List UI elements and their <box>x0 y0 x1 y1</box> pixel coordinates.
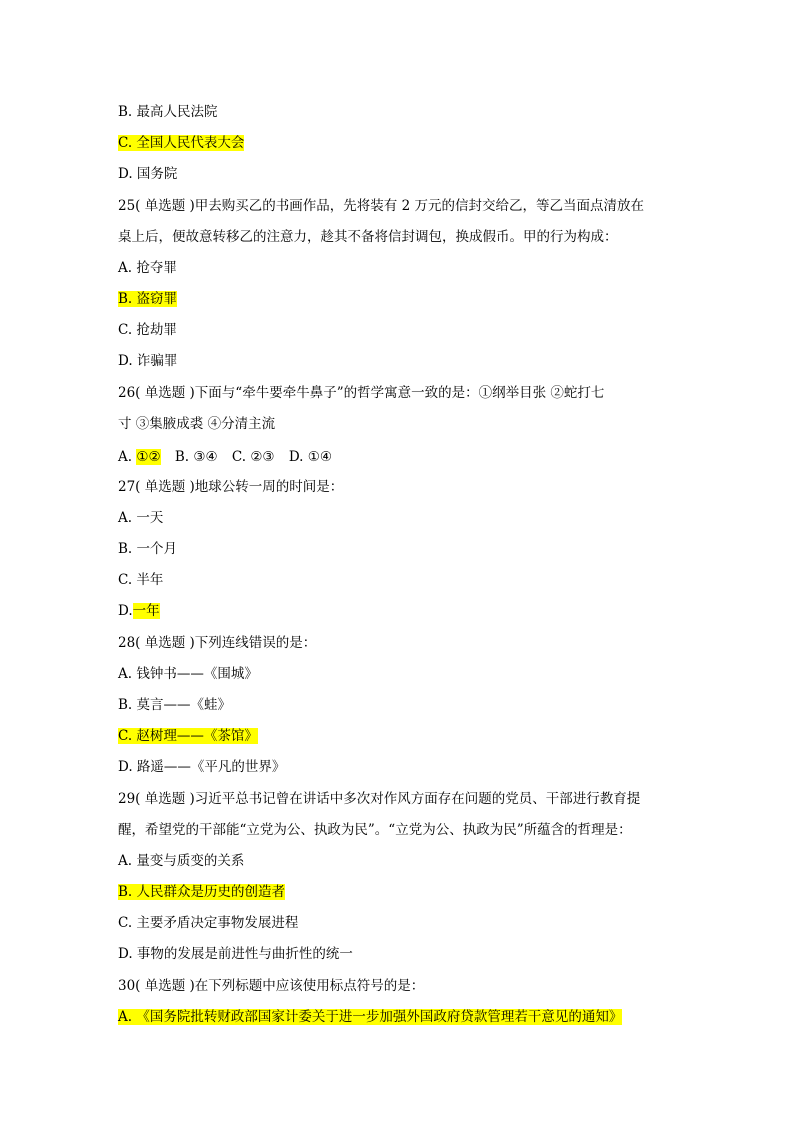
question-stem-continued <box>118 414 676 434</box>
answer-highlight: C. 赵树理——《茶馆》 <box>118 728 258 744</box>
option-line-answer <box>118 133 676 153</box>
option-text: D. 路遥——《平凡的世界》 <box>118 759 286 775</box>
option-line-answer <box>118 601 676 621</box>
option-text: B. 最高人民法院 <box>118 104 218 120</box>
question-stem <box>118 196 676 216</box>
option-letter: B. <box>174 449 190 465</box>
option-line-answer <box>118 1007 676 1027</box>
option-line <box>118 944 676 964</box>
question-stem <box>118 477 676 497</box>
option-line <box>118 757 676 777</box>
question-text: 26( 单选题 )下面与“牵牛要牵牛鼻子”的哲学寓意一致的是：①纲举目张 ②蛇打七 <box>118 385 605 401</box>
option-line <box>118 164 676 184</box>
question-text: 25( 单选题 )甲去购买乙的书画作品，先将装有 2 万元的信封交给乙，等乙当面点清放在 <box>118 198 644 214</box>
option-line-answer <box>118 882 676 902</box>
option-text: B. 莫言——《蛙》 <box>118 697 232 713</box>
option-line <box>118 664 676 684</box>
question-text: 醒，希望党的干部能“立党为公、执政为民”。“立党为公、执政为民”所蕴含的哲理是： <box>118 822 632 838</box>
option-text: D. 国务院 <box>118 166 178 182</box>
question-text: 30( 单选题 )在下列标题中应该使用标点符号的是： <box>118 978 425 994</box>
option-text: ②③ <box>250 449 275 465</box>
option-line <box>118 913 676 933</box>
option-line <box>118 570 676 590</box>
option-line-answer <box>118 289 676 309</box>
option-line-answer <box>118 726 676 746</box>
option-letter: D. <box>118 603 133 619</box>
answer-highlight: ①② <box>136 449 161 465</box>
question-stem <box>118 789 676 809</box>
question-stem <box>118 633 676 653</box>
option-text: C. 半年 <box>118 572 164 588</box>
option-text: D. 诈骗罪 <box>118 353 178 369</box>
option-text: C. 主要矛盾决定事物发展进程 <box>118 915 299 931</box>
option-letter: C. <box>231 449 247 465</box>
option-text: ①④ <box>307 449 332 465</box>
option-line <box>118 102 676 122</box>
question-text: 29( 单选题 )习近平总书记曾在讲话中多次对作风方面存在问题的党员、干部进行教育提 <box>118 791 641 807</box>
option-line <box>118 539 676 559</box>
option-text: A. 钱钟书——《围城》 <box>118 666 258 682</box>
answer-highlight: C. 全国人民代表大会 <box>118 135 245 151</box>
option-text: A. 抢夺罪 <box>118 260 177 276</box>
option-text: B. 一个月 <box>118 541 178 557</box>
question-text: 28( 单选题 )下列连线错误的是： <box>118 635 317 651</box>
answer-highlight: B. 盗窃罪 <box>118 291 178 307</box>
option-line <box>118 851 676 871</box>
option-text: C. 抢劫罪 <box>118 322 177 338</box>
option-text: A. 一天 <box>118 510 164 526</box>
question-stem <box>118 976 676 996</box>
option-text: D. 事物的发展是前进性与曲折性的统一 <box>118 946 353 962</box>
question-text: 桌上后，便故意转移乙的注意力，趁其不备将信封调包，换成假币。甲的行为构成： <box>118 229 618 245</box>
option-line <box>118 258 676 278</box>
question-text: 27( 单选题 )地球公转一周的时间是： <box>118 479 344 495</box>
question-stem <box>118 383 676 403</box>
answer-highlight: B. 人民群众是历史的创造者 <box>118 884 286 900</box>
question-stem-continued <box>118 227 676 247</box>
option-text: ③④ <box>193 449 218 465</box>
option-letter: D. <box>288 449 304 465</box>
option-line <box>118 351 676 371</box>
option-line <box>118 320 676 340</box>
option-letter: A. <box>118 449 133 465</box>
option-line <box>118 695 676 715</box>
question-text: 寸 ③集腋成裘 ④分清主流 <box>118 416 276 432</box>
question-stem-continued <box>118 820 676 840</box>
answer-highlight: A. 《国务院批转财政部国家计委关于进一步加强外国政府贷款管理若干意见的通知》 <box>118 1009 623 1025</box>
inline-options <box>118 447 676 467</box>
answer-highlight: 一年 <box>132 603 160 619</box>
option-text: A. 量变与质变的关系 <box>118 853 245 869</box>
option-line <box>118 508 676 528</box>
